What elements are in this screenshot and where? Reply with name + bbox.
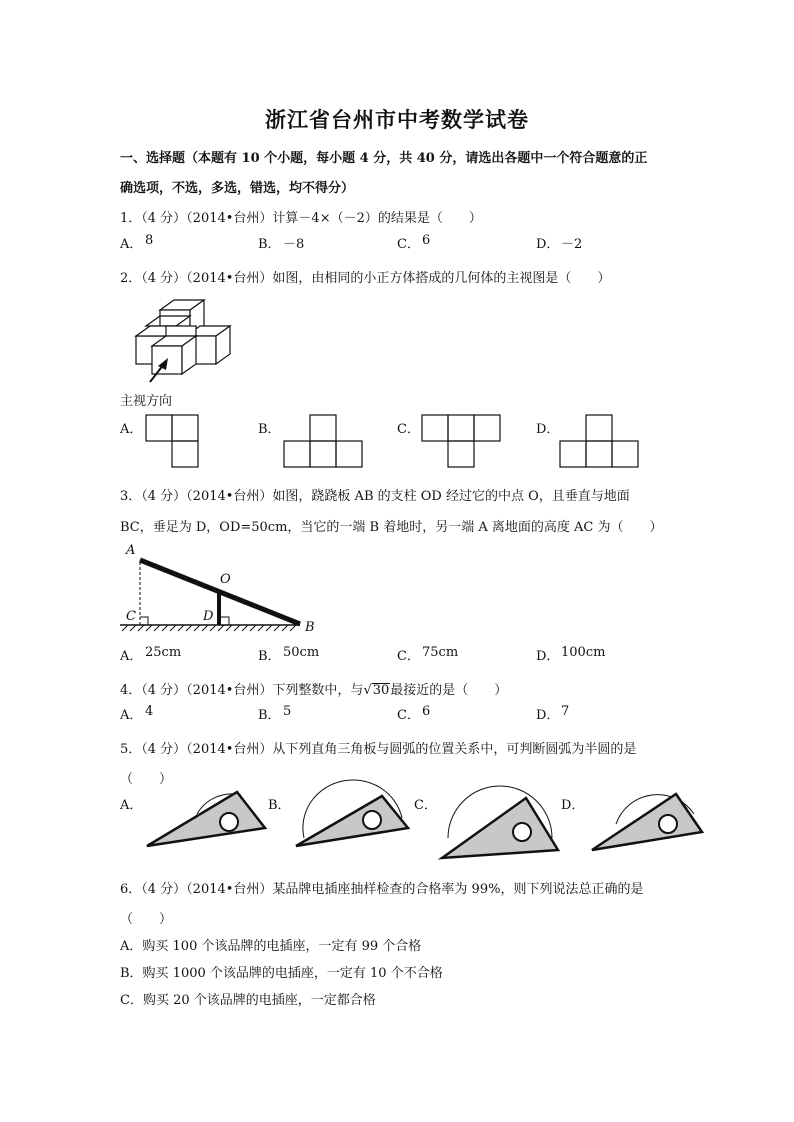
q4-stem-pre: 4．（4 分）（2014•台州）下列整数中，与 xyxy=(120,683,364,698)
q5-option-b-label: B． xyxy=(268,798,291,813)
q3-label-c: C xyxy=(126,609,136,624)
section-heading-line1: 一、选择题（本题有 10 个小题，每小题 4 分，共 40 分，请选出各题中一个符合题意的正 xyxy=(120,151,648,166)
q5-option-c-label: C． xyxy=(414,798,437,813)
q3-label-b: B xyxy=(305,620,315,635)
q2-option-a-label: A． xyxy=(120,422,143,437)
q2-option-d-figure xyxy=(559,414,641,468)
q5-stem-line1: 5．（4 分）（2014•台州）从下列直角三角板与圆弧的位置关系中，可判断圆弧为半圆的是 xyxy=(120,742,637,757)
q1-option-b-label: B． xyxy=(258,237,281,252)
q3-option-b-value: 50cm xyxy=(283,645,320,660)
q2-view-direction-caption: 主视方向 xyxy=(120,394,173,409)
q6-option-a: A．购买 100 个该品牌的电插座，一定有 99 个合格 xyxy=(120,939,422,954)
q3-label-d: D xyxy=(203,609,214,624)
q1-stem: 1．（4 分）（2014•台州）计算－4×（－2）的结果是（ ） xyxy=(120,211,482,226)
q3-option-b-label: B． xyxy=(258,649,281,664)
q3-option-c-value: 75cm xyxy=(422,645,459,660)
q1-option-b-value: －8 xyxy=(283,237,305,252)
q5-option-c-figure xyxy=(440,782,565,862)
q2-option-a-figure xyxy=(145,414,201,468)
q3-label-a: A xyxy=(126,543,136,558)
q4-option-c-value: 6 xyxy=(422,704,431,719)
q3-option-a-label: A． xyxy=(120,649,143,664)
q4-option-d-value: 7 xyxy=(561,704,570,719)
q3-label-o: O xyxy=(220,572,231,587)
q1-option-a-value: 8 xyxy=(145,233,154,248)
q5-option-b-figure xyxy=(292,788,417,850)
section-heading-line2: 确选项，不选，多选，错选，均不得分） xyxy=(120,181,355,196)
q5-option-a-label: A． xyxy=(120,798,143,813)
q3-option-a-value: 25cm xyxy=(145,645,182,660)
q1-option-d-label: D． xyxy=(536,237,560,252)
q3-option-d-value: 100cm xyxy=(561,645,606,660)
q2-stem: 2．（4 分）（2014•台州）如图，由相同的小正方体搭成的几何体的主视图是（ ） xyxy=(120,271,611,286)
q4-stem-post: 最接近的是（ ） xyxy=(390,683,508,698)
q6-stem-line1: 6．（4 分）（2014•台州）某品牌电插座抽样检查的合格率为 99%，则下列说法总正确的是 xyxy=(120,882,644,897)
q4-option-b-label: B． xyxy=(258,708,281,723)
q2-option-c-label: C． xyxy=(397,422,420,437)
q4-stem xyxy=(120,679,507,698)
q4-option-b-value: 5 xyxy=(283,704,292,719)
q2-option-d-label: D． xyxy=(536,422,560,437)
q1-option-c-label: C． xyxy=(397,237,420,252)
q2-option-b-label: B． xyxy=(258,422,281,437)
q5-option-d-label: D． xyxy=(561,798,585,813)
q4-option-a-value: 4 xyxy=(145,704,154,719)
q3-stem-line2: BC，垂足为 D，OD=50cm，当它的一端 B 着地时，另一端 A 离地面的高度 AC 为（ ） xyxy=(120,520,663,535)
q1-option-a-label: A． xyxy=(120,237,143,252)
q5-stem-line2: （ ） xyxy=(120,772,173,787)
q4-radicand: 30 xyxy=(372,683,390,698)
q4-option-d-label: D． xyxy=(536,708,560,723)
q1-option-d-value: －2 xyxy=(561,237,583,252)
q2-option-b-figure xyxy=(283,414,365,468)
q5-option-d-figure xyxy=(590,788,715,854)
q5-option-a-figure xyxy=(145,788,270,850)
q1-option-c-value: 6 xyxy=(422,233,431,248)
q3-seesaw-figure xyxy=(120,540,330,640)
q2-option-c-figure xyxy=(421,414,503,468)
q4-option-c-label: C． xyxy=(397,708,420,723)
sqrt-symbol: √ xyxy=(363,683,372,698)
page-title: 浙江省台州市中考数学试卷 xyxy=(265,107,529,132)
q4-option-a-label: A． xyxy=(120,708,143,723)
q6-option-b: B．购买 1000 个该品牌的电插座，一定有 10 个不合格 xyxy=(120,966,443,981)
q3-stem-line1: 3．（4 分）（2014•台州）如图，跷跷板 AB 的支柱 OD 经过它的中点 O，且垂直与地面 xyxy=(120,489,630,504)
q3-option-d-label: D． xyxy=(536,649,560,664)
q6-option-c: C．购买 20 个该品牌的电插座，一定都合格 xyxy=(120,993,376,1008)
q3-option-c-label: C． xyxy=(397,649,420,664)
q6-stem-line2: （ ） xyxy=(120,912,173,927)
